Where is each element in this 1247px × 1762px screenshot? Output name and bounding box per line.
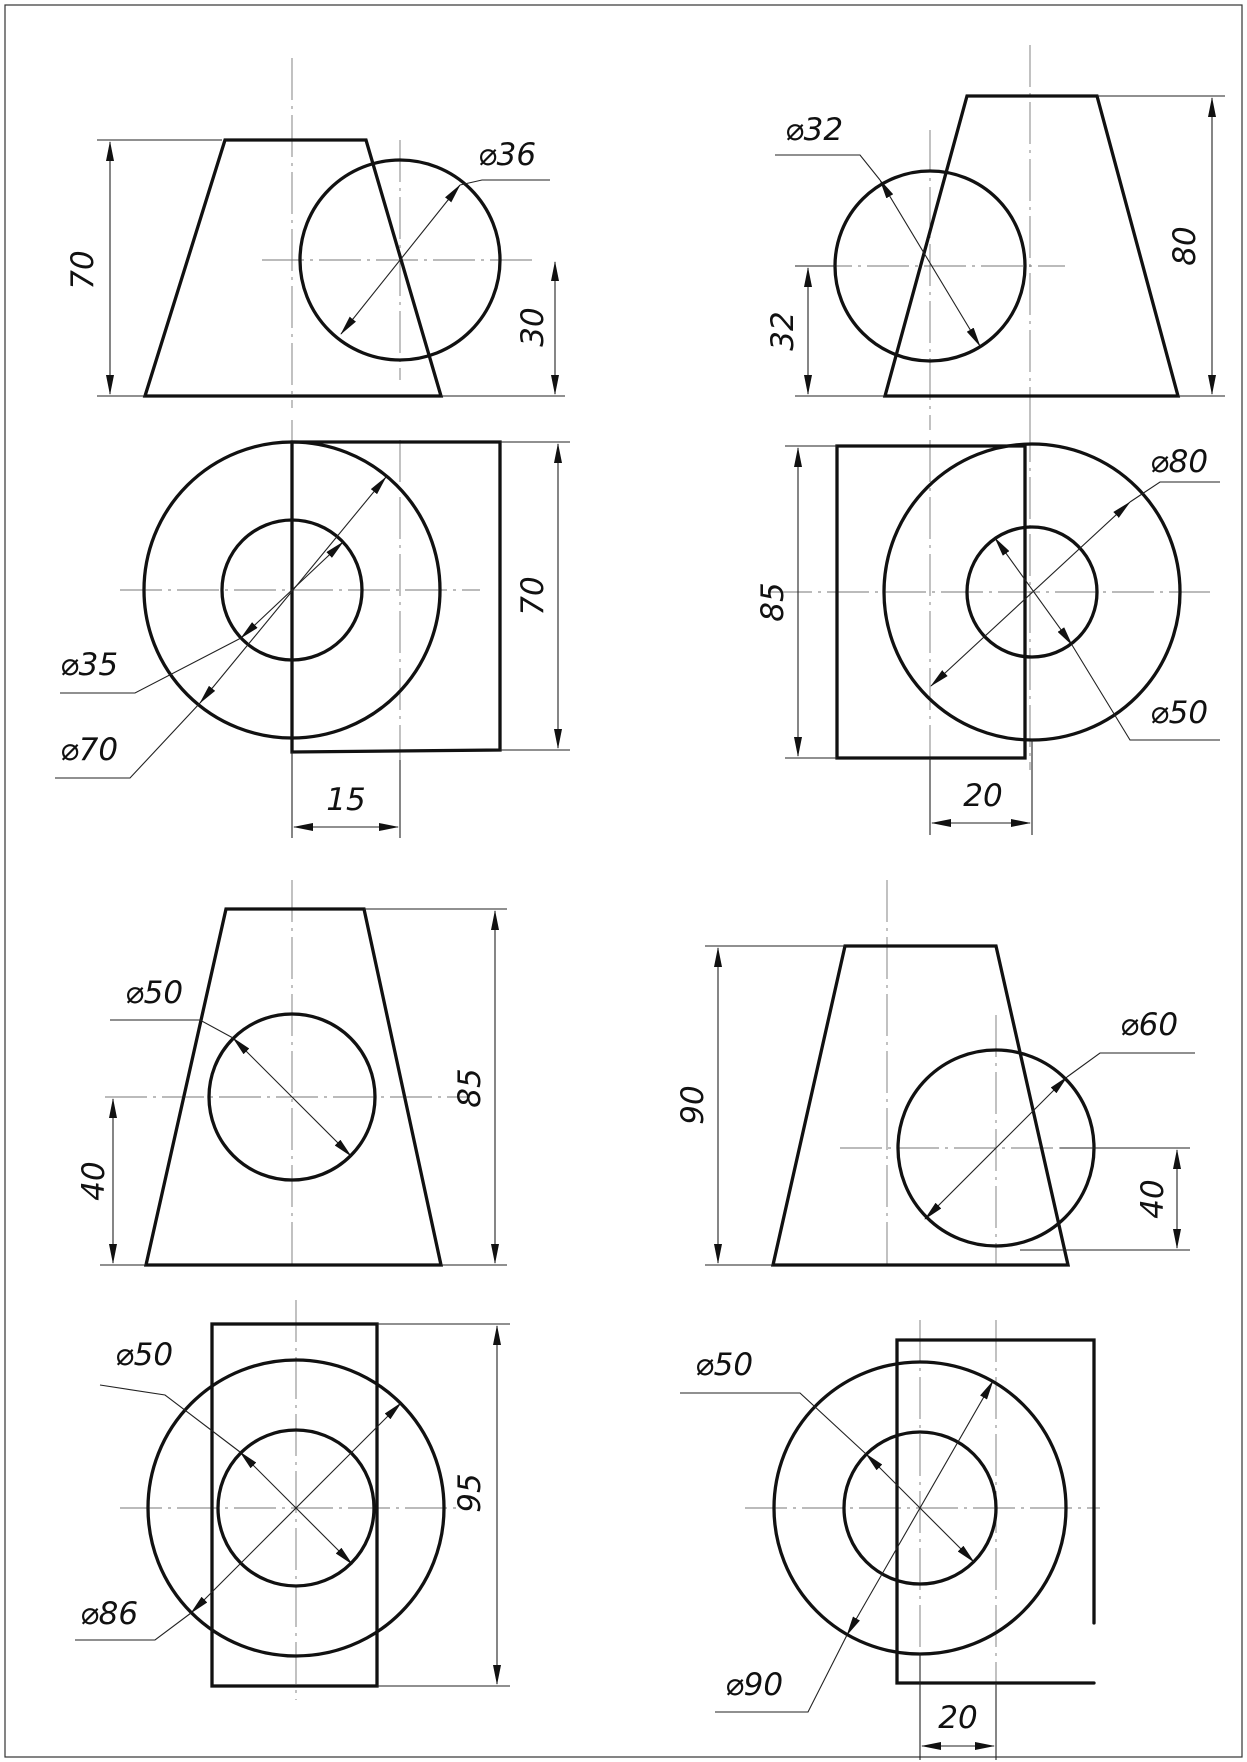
width-dimension-label: 95 <box>452 1473 488 1513</box>
drawing-2 <box>755 45 1225 835</box>
outer-diameter-label: ⌀86 <box>80 1596 139 1632</box>
cut-rectangle <box>837 446 1025 758</box>
offset-dimension-label: 20 <box>938 1700 978 1736</box>
hole-diameter-label: ⌀32 <box>785 112 844 148</box>
drawing-4 <box>675 880 1195 1760</box>
diameter-leader <box>460 180 550 185</box>
drawing-2-top-view <box>755 420 1220 835</box>
inner-diameter-leader <box>100 1385 240 1452</box>
inner-diameter-label: ⌀50 <box>695 1347 754 1383</box>
drawing-1-top-view <box>55 420 570 838</box>
hole-offset-label: 40 <box>76 1161 112 1201</box>
height-dimension-label: 80 <box>1167 226 1203 266</box>
cut-rectangle <box>212 1324 377 1686</box>
drawing-2-front-view <box>765 45 1225 430</box>
inner-diameter-label: ⌀35 <box>60 647 119 683</box>
inner-diameter-label: ⌀50 <box>115 1337 174 1373</box>
outer-diameter-label: ⌀80 <box>1150 444 1209 480</box>
hole-offset-label: 30 <box>515 307 551 347</box>
trapezoid-outline <box>885 96 1178 396</box>
diameter-leader <box>1067 1053 1195 1077</box>
diameter-leader <box>110 1020 233 1038</box>
outer-diameter-label: ⌀70 <box>60 732 119 768</box>
diameter-dimension-line <box>341 185 460 334</box>
hole-diameter-label: ⌀50 <box>125 975 184 1011</box>
trapezoid-outline <box>145 140 441 396</box>
inner-diameter-label: ⌀50 <box>1150 695 1209 731</box>
trapezoid-outline <box>773 946 1068 1265</box>
hole-diameter-label: ⌀36 <box>478 137 537 173</box>
hole-diameter-label: ⌀60 <box>1120 1007 1179 1043</box>
inner-diameter-line <box>995 538 1072 645</box>
height-dimension-label: 70 <box>65 250 101 290</box>
sheet-frame <box>5 5 1242 1757</box>
width-dimension-label: 70 <box>515 576 551 616</box>
width-dimension-label: 85 <box>755 582 791 622</box>
drawing-4-front-view <box>675 880 1195 1270</box>
drawing-4-top-view <box>680 1320 1100 1760</box>
drawing-1-front-view <box>65 58 565 408</box>
hole-offset-label: 40 <box>1135 1179 1171 1219</box>
drawing-3 <box>75 880 510 1700</box>
drawing-3-front-view <box>76 880 507 1270</box>
drawing-3-top-view <box>75 1300 510 1700</box>
height-dimension-label: 90 <box>675 1085 711 1125</box>
cut-rectangle <box>292 442 500 752</box>
offset-dimension-label: 15 <box>326 782 366 818</box>
offset-dimension-label: 20 <box>963 778 1003 814</box>
drawing-1 <box>55 58 570 838</box>
height-dimension-label: 85 <box>452 1068 488 1108</box>
outer-diameter-label: ⌀90 <box>725 1667 784 1703</box>
hole-offset-label: 32 <box>765 311 801 351</box>
inner-diameter-leader <box>680 1393 866 1454</box>
diameter-leader <box>775 155 880 180</box>
outer-diameter-leader <box>1130 482 1220 502</box>
trapezoid-outline <box>146 909 441 1265</box>
